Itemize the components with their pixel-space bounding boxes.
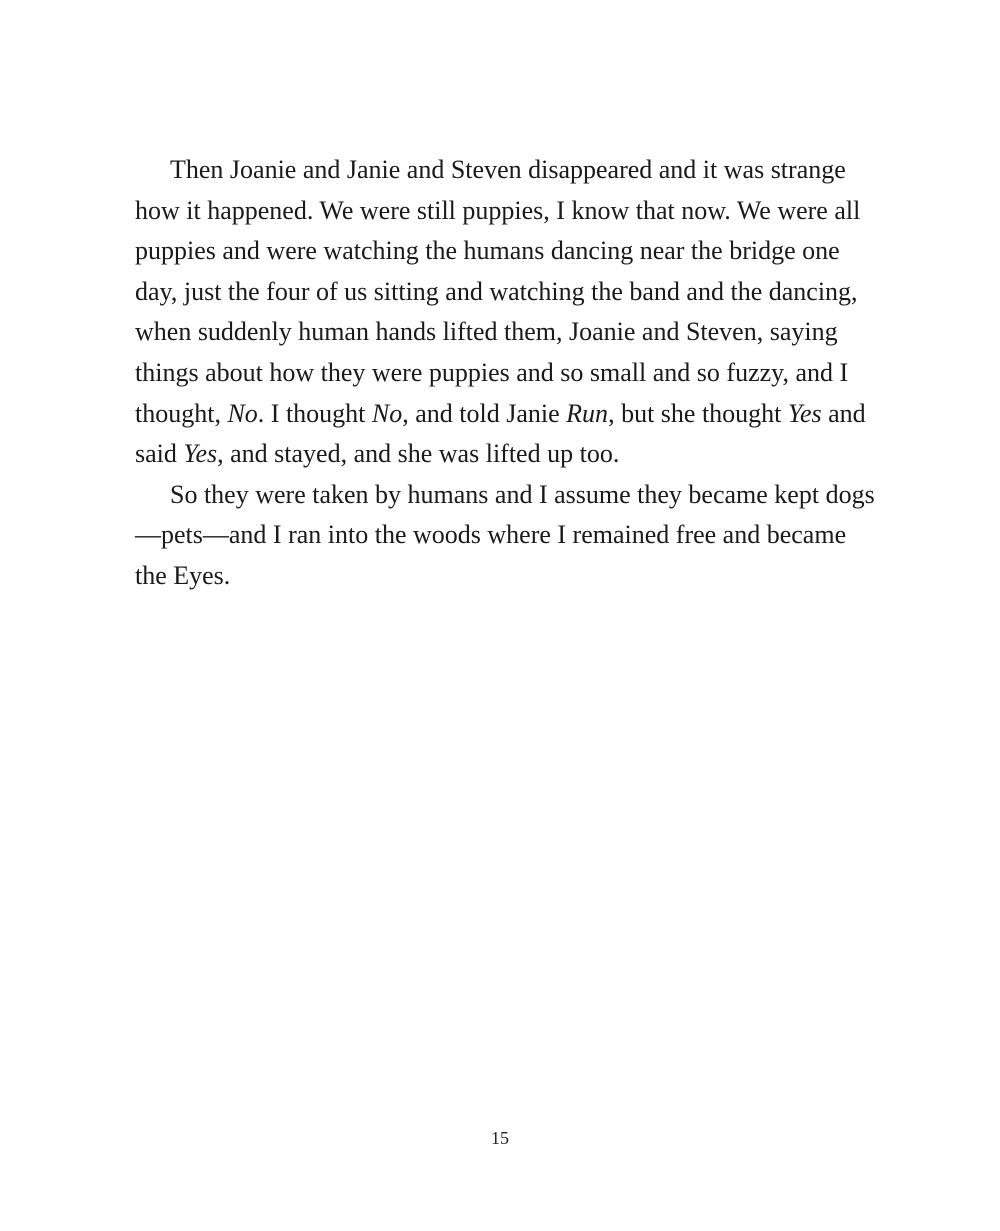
emphasis-yes: Yes: [787, 398, 822, 428]
emphasis-no: No: [227, 398, 258, 428]
text-segment: So they were taken by humans and I assume they became kept dogs—pets—and I ran into the woods where I remained free and became the Eyes.: [135, 479, 875, 590]
text-segment: , and told Janie: [402, 398, 567, 428]
text-segment: Then Joanie and Janie and Steven disappeared and it was strange how it happened. We were still puppies, I know that now. We were all puppies and were watching the humans dancing near the bridge one day, just the four of us sitting and watching the band and the dancing, when suddenly human hands lifted them, Joanie and Steven, saying things about how they were puppies and so small and so fuzzy, and I thought,: [135, 155, 861, 428]
text-segment: . I thought: [257, 398, 372, 428]
emphasis-run: Run: [566, 398, 609, 428]
paragraph-1: [135, 150, 875, 475]
text-segment: and said: [135, 398, 866, 469]
emphasis-no: No: [371, 398, 403, 428]
page-number: 15: [491, 1128, 509, 1148]
emphasis-yes: Yes: [183, 439, 218, 469]
text-segment: , and stayed, and she was lifted up too.: [217, 439, 620, 469]
body-text: [135, 150, 875, 597]
paragraph-2: [135, 475, 875, 597]
text-segment: , but she thought: [608, 398, 788, 428]
